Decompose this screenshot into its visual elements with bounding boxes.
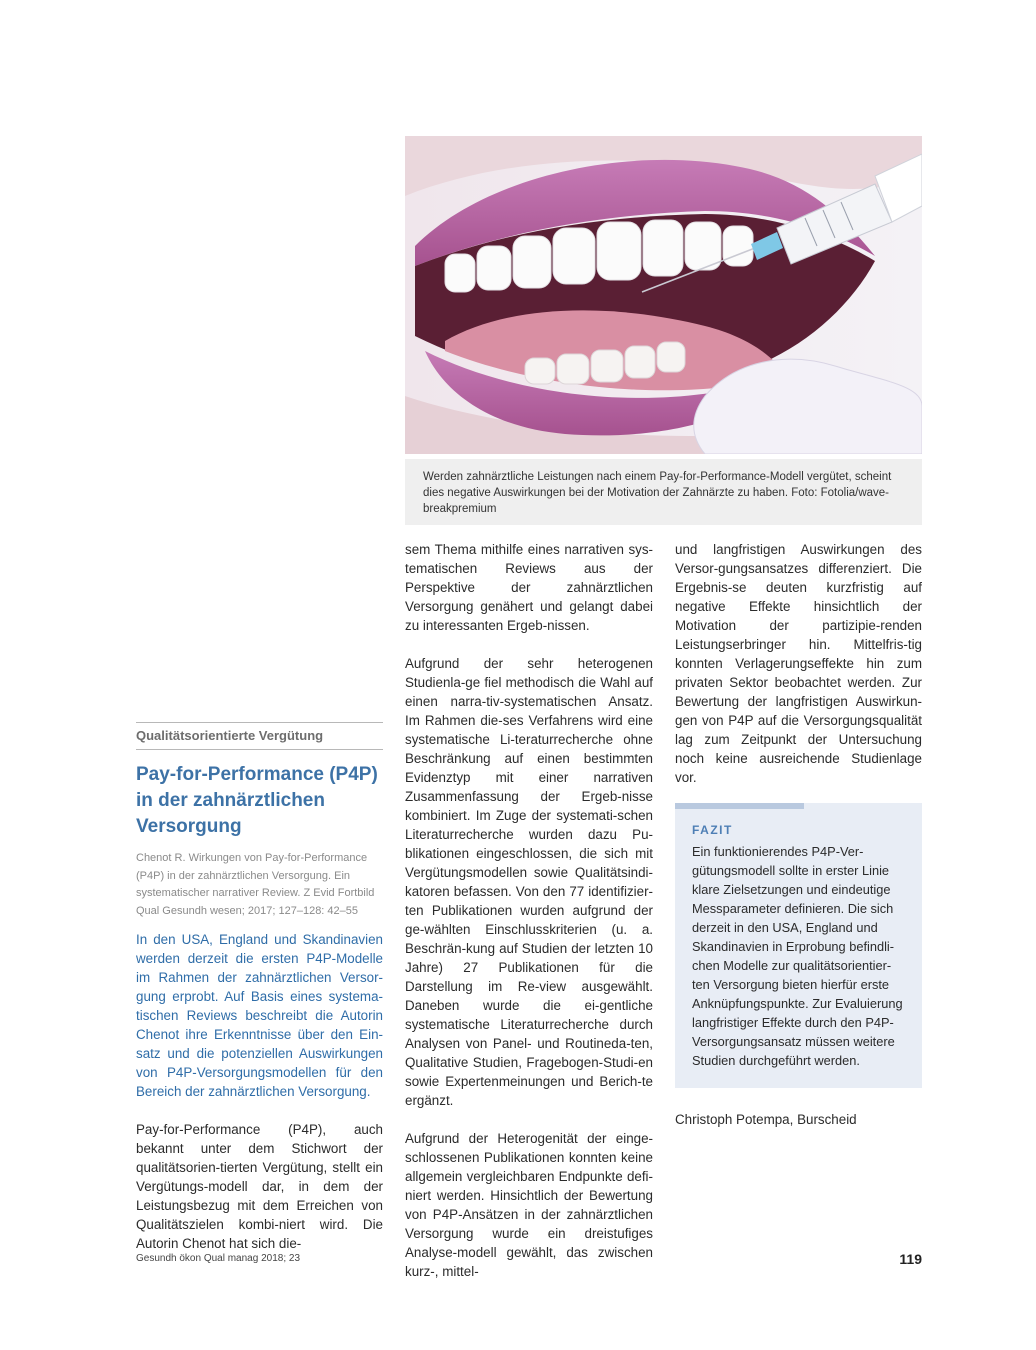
author-line: Christoph Potempa, Burscheid <box>675 1112 857 1127</box>
lead-paragraph: In den USA, England und Skandinavien werden derzeit die ersten P4P-Modelle im Rahmen der zahnärztlichen Versor-gung erprobt. Auf Basis eines systema-tischen Reviews beschreibt die Autorin Chenot ihre Erkenntnisse über den Ein-satz und die potenziellen Auswirkungen von P4P-Versorgungsmodellen für den Bereich der zahnärztlichen Versorgung. <box>136 932 383 1099</box>
conclusion-accent-bar <box>675 803 804 809</box>
article-photo <box>405 136 922 454</box>
dental-syringe-illustration <box>405 136 922 454</box>
source-reference: Chenot R. Wirkungen von Pay-for-Performance (P4P) in der zahnärztlichen Versorgung. Ein systematischer narrativer Review. Z Evid Fortbild Qual Gesundh wesen; 2017; 127–128: 42–55 <box>136 852 375 917</box>
photo-caption: Werden zahnärztliche Leistungen nach einem Pay-for-Performance-Modell vergütet, scheint dies negative Auswirkungen bei der Motivation der Zahnärzte zu haben. Foto: Fotolia/wave-breakpremium <box>405 459 922 525</box>
journal-citation: Gesundh ökon Qual manag 2018; 23 <box>136 1253 301 1264</box>
rubric: Qualitätsorientierte Vergütung <box>136 722 383 750</box>
article-title: Pay-for-Performance (P4P) in der zahnärztlichen Versorgung <box>136 764 378 837</box>
page-number: 119 <box>899 1251 922 1267</box>
conclusion-text: Ein funktionierendes P4P-Ver-gütungsmodell sollte in erster Linie klare Zielsetzungen und eindeutige Messparameter definieren. Die sich derzeit in den USA, England und Skandinavien in Erprobung befindli-chen Modelle zur qualitätsorientier-ten Versorgung bieten hierfür erste Anknüpfungspunkte. Zur Evaluierung langfristiger Effekte durch den P4P-Versorgungsansatz müssen weitere Studien durchgeführt werden. <box>692 844 903 1068</box>
body-paragraph: Aufgrund der Heterogenität der einge-schlossenen Publikationen konnten keine allgemein vergleichbaren Endpunkte defi-niert werden. Hinsichtlich der Bewertung von P4P-Ansätzen in der zahnärztlichen Versorgung wurde ein dreistufiges Analyse-modell gewählt, das zwischen kurz-, mittel- <box>405 1131 653 1279</box>
body-paragraph: Pay-for-Performance (P4P), auch bekannt unter dem Stichwort der qualitätsorien-tierten Vergütung, stellt ein Vergütungs-modell dar, in dem der Leistungsbezug mit dem Erreichen von Qualitätszielen kombi-niert wird. Die Autorin Chenot hat sich die- <box>136 1122 383 1251</box>
body-paragraph: und langfristigen Auswirkungen des Versor-gungsansatzes differenziert. Die Ergebnis-se deuten kurzfristig auf negative Effekte hinsichtlich der Motivation der partizipie-renden Leistungserbringer hin. Mittelfris-tig konnten Verlagerungseffekte hin zum privaten Sektor beobachtet werden. Zur Bewertung der langfristigen Auswirkun-gen von P4P auf die Versorgungsqualität lag zum Zeitpunkt der Untersuchung noch keine ausreichende Studienlage vor. <box>675 542 922 785</box>
left-column <box>136 722 383 1272</box>
right-column <box>675 540 922 1129</box>
body-paragraph: Aufgrund der sehr heterogenen Studienla-ge fiel methodisch die Wahl auf einen narra-tiv-systematischen Ansatz. Im Rahmen die-ses Verfahrens wird eine systematische Li-teraturrecherche ohne Beschränkung auf einen bestimmten Evidenztyp mit einer narrativen Zusammenfassung der Ergeb-nisse kombiniert. Im Zuge der systemati-schen Literaturrecherche wurden dazu Pu-blikationen eingeschlossen, die sich mit Vergütungsmodellen sowie Qualitätsindi-katoren befassen. Von den 77 identifizier-ten Publikationen wurden aufgrund der ge-wählten Einschlusskriterien (u. a. Beschrän-kung auf Studien der letzten 10 Jahre) 27 Publikationen für die Darstellung im Re-view ausgewählt. Daneben wurde die ei-gentliche systematische Literaturrecherche durch Analysen von Panel- und Routineda-ten, Qualitative Studien, Fragebogen-Studi-en sowie Expertenmeinungen und Berich-te ergänzt. <box>405 656 653 1108</box>
conclusion-heading: FAZIT <box>692 823 733 837</box>
conclusion-box <box>675 803 922 1088</box>
body-paragraph: sem Thema mithilfe eines narrativen sys-tematischen Reviews aus der Perspektive der zahnärztlichen Versorgung genähert und gelangt dabei zu interessanten Ergeb-nissen. <box>405 542 653 633</box>
middle-column <box>405 540 653 1300</box>
